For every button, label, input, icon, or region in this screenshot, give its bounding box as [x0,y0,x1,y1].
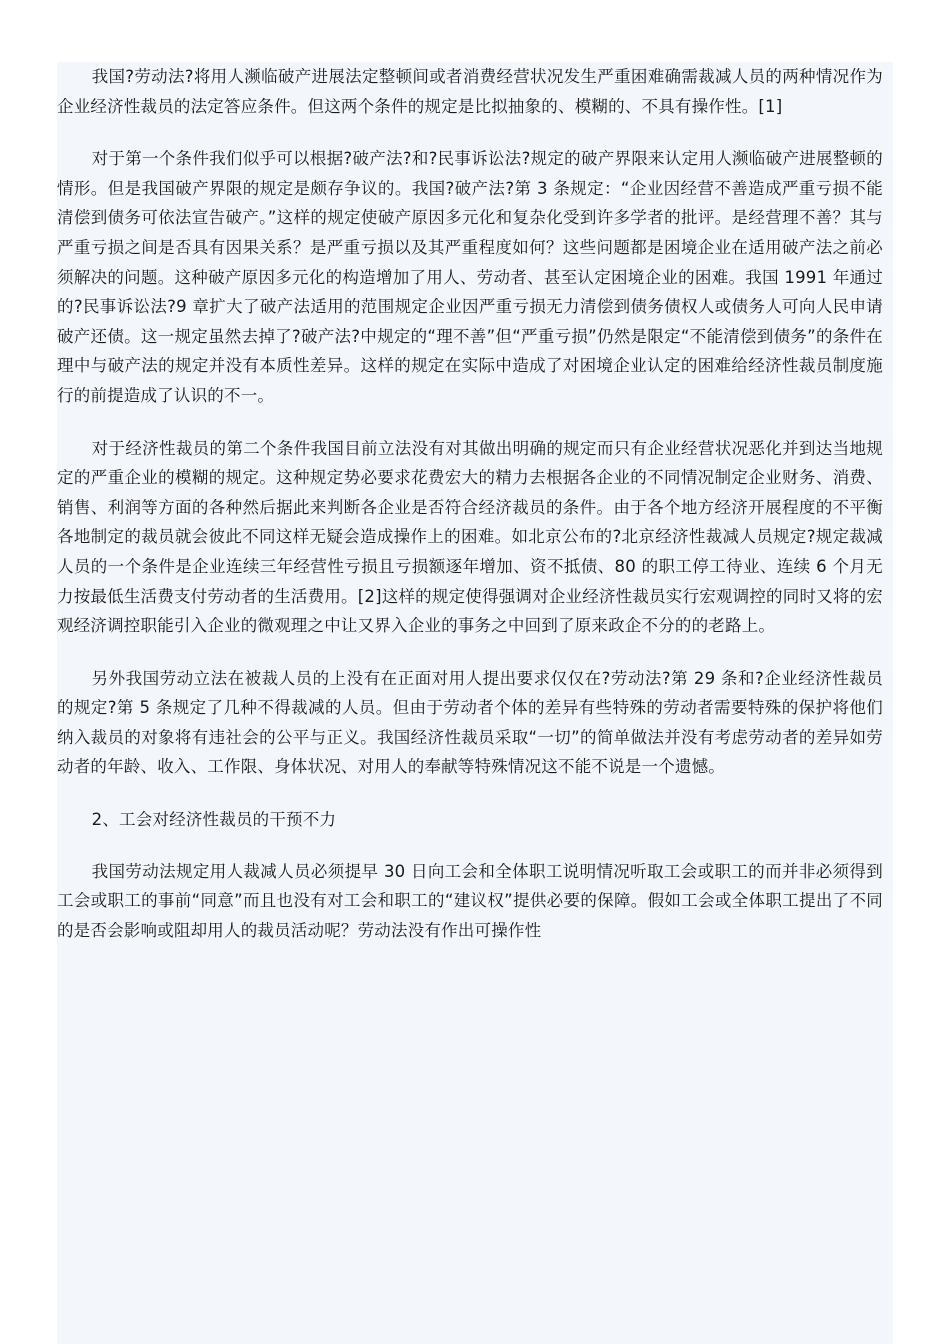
paragraph-2: 对于第一个条件我们似乎可以根据?破产法?和?民事诉讼法?规定的破产界限来认定用人濒临破产进展整顿的情形。但是我国破产界限的规定是颇存争议的。我国?破产法?第 3 条规定：“企业因经营不善造成严重亏损不能清偿到债务可依法宣告破产。”这样的规定使破产原因多元化和复杂化受到许多学者的批评。是经营理不善？其与严重亏损之间是否具有因果关系？是严重亏损以及其严重程度如何？这些问题都是困境企业在适用破产法之前必须解决的问题。这种破产原因多元化的构造增加了用人、劳动者、甚至认定困境企业的困难。我国 1991 年通过的?民事诉讼法?9 章扩大了破产法适用的范围规定企业因严重亏损无力清偿到债务债权人或债务人可向人民申请破产还债。这一规定虽然去掉了?破产法?中规定的“理不善”但“严重亏损”仍然是限定“不能清偿到债务”的条件在理中与破产法的规定并没有本质性差异。这样的规定在实际中造成了对困境企业认定的困难给经济性裁员制度施行的前提造成了认识的不一。 [57,149,883,405]
paragraph-1: 我国?劳动法?将用人濒临破产进展法定整顿间或者消费经营状况发生严重困难确需裁减人员的两种情况作为企业经济性裁员的法定答应条件。但这两个条件的规定是比拟抽象的、模糊的、不具有操作性。[1] [57,67,883,116]
paragraph-5: 我国劳动法规定用人裁减人员必须提早 30 日向工会和全体职工说明情况听取工会或职工的而并非必须得到工会或职工的事前“同意”而且也没有对工会和职工的“建议权”提供必要的保障。假如工会或全体职工提出了不同的是否会影响或阻却用人的裁员活动呢？劳动法没有作出可操作性 [57,861,883,940]
section-heading: 2、工会对经济性裁员的干预不力 [91,810,337,830]
document-page [57,62,893,1344]
paragraph-4: 另外我国劳动立法在被裁人员的上没有在正面对用人提出要求仅仅在?劳动法?第 29 条和?企业经济性裁员的规定?第 5 条规定了几种不得裁减的人员。但由于劳动者个体的差异有些特殊的劳动者需要特殊的保护将他们纳入裁员的对象将有违社会的公平与正义。我国经济性裁员采取“一切”的简单做法并没有考虑劳动者的差异如劳动者的年龄、收入、工作限、身体状况、对用人的奉献等特殊情况这不能不说是一个遗憾。 [57,668,883,777]
paragraph-3: 对于经济性裁员的第二个条件我国目前立法没有对其做出明确的规定而只有企业经营状况恶化并到达当地规定的严重企业的模糊的规定。这种规定势必要求花费宏大的精力去根据各企业的不同情况制定企业财务、消费、销售、利润等方面的各种然后据此来判断各企业是否符合经济裁员的条件。由于各个地方经济开展程度的不平衡各地制定的裁员就会彼此不同这样无疑会造成操作上的困难。如北京公布的?北京经济性裁减人员规定?规定裁减人员的一个条件是企业连续三年经营性亏损且亏损额逐年增加、资不抵债、80 的职工停工待业、连续 6 个月无力按最低生活费支付劳动者的生活费用。[2]这样的规定使得强调对企业经济性裁员实行宏观调控的同时又将的宏观经济调控职能引入企业的微观理之中让又界入企业的事务之中回到了原来政企不分的的老路上。 [57,438,883,636]
document-body [57,62,893,968]
